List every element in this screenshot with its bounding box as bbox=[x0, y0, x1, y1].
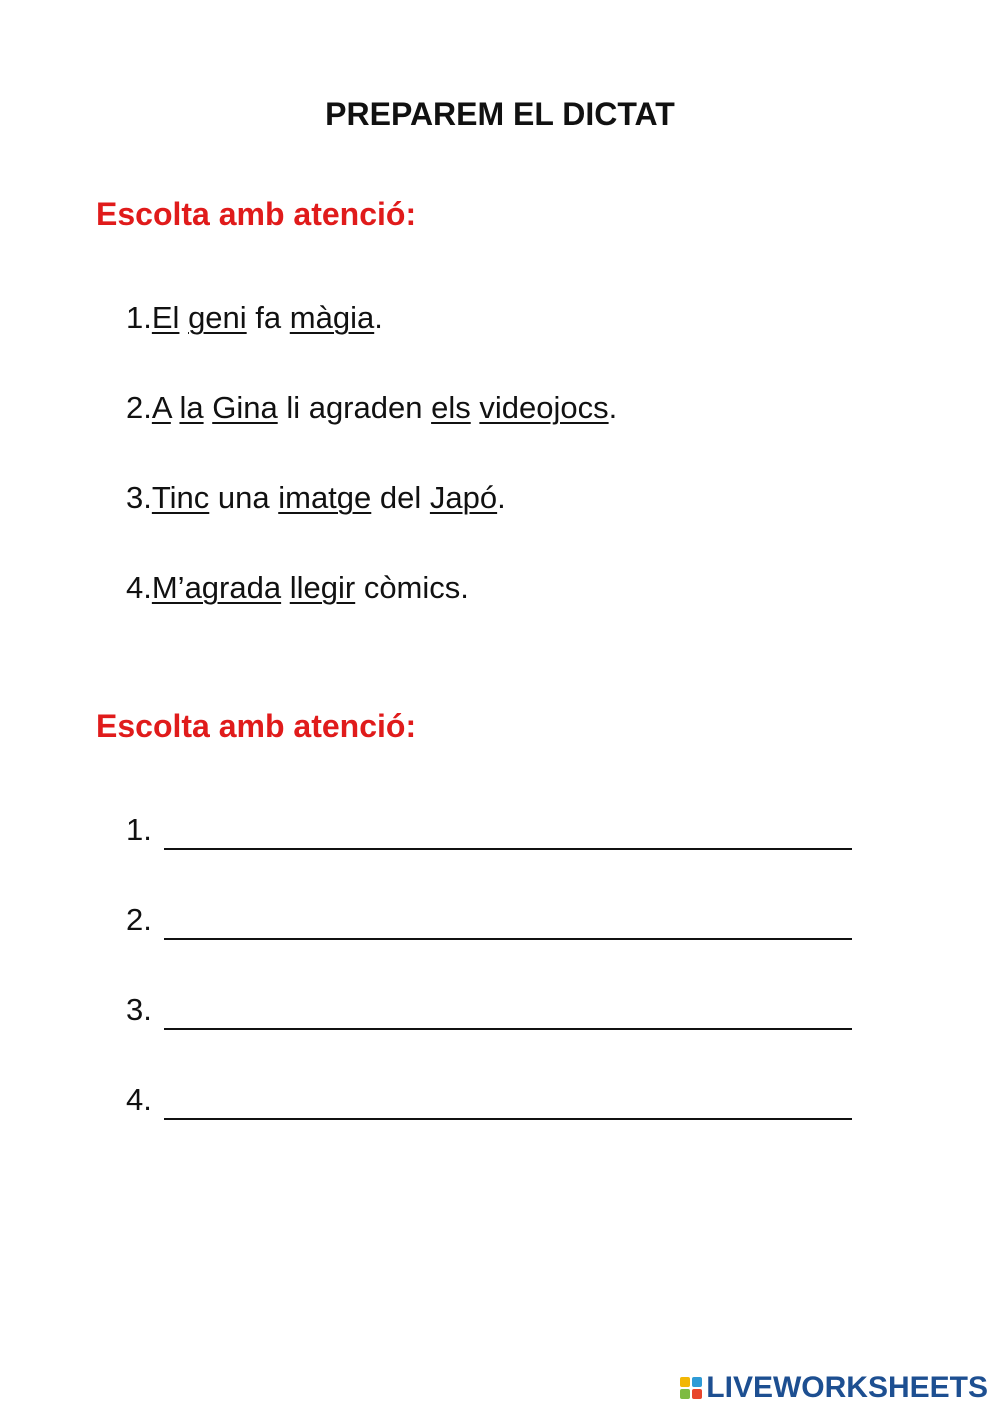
answer-line-number: 3. bbox=[126, 992, 152, 1027]
sentence-text: . bbox=[608, 390, 618, 425]
answer-line-item bbox=[126, 902, 152, 938]
underlined-word: M’agrada bbox=[151, 570, 282, 605]
sentence-text bbox=[204, 390, 213, 425]
underlined-word: videojocs bbox=[479, 390, 609, 425]
answer-blank-field[interactable] bbox=[164, 938, 852, 940]
sentence-item bbox=[126, 390, 617, 426]
page-title: PREPAREM EL DICTAT bbox=[325, 96, 675, 132]
sentence-number: 3. bbox=[126, 480, 152, 515]
sentence-item bbox=[126, 300, 383, 336]
sentence-text bbox=[179, 300, 188, 335]
underlined-word: Japó bbox=[429, 480, 498, 515]
section-heading-listen: Escolta amb atenció: bbox=[96, 196, 417, 232]
logo-grid-icon bbox=[680, 1377, 702, 1399]
sentence-number: 4. bbox=[126, 570, 152, 605]
brand-name: LIVEWORKSHEETS bbox=[706, 1371, 988, 1404]
sentence-text bbox=[281, 570, 290, 605]
sentence-text: . bbox=[497, 480, 506, 515]
section-heading-write: Escolta amb atenció: bbox=[96, 708, 417, 744]
sentence-number: 2. bbox=[126, 390, 152, 425]
answer-blank-field[interactable] bbox=[164, 848, 852, 850]
sentence-text: . bbox=[374, 300, 383, 335]
underlined-word: màgia bbox=[289, 300, 375, 335]
sentence-text: del bbox=[371, 480, 430, 515]
underlined-word: llegir bbox=[289, 570, 356, 605]
answer-line-item bbox=[126, 1082, 152, 1118]
liveworksheets-logo[interactable] bbox=[680, 1370, 988, 1406]
answer-line-number: 1. bbox=[126, 812, 152, 847]
underlined-word: imatge bbox=[278, 480, 372, 515]
underlined-word: A bbox=[151, 390, 171, 425]
sentence-text: li agraden bbox=[277, 390, 432, 425]
logo-square-3 bbox=[680, 1389, 690, 1399]
underlined-word: Gina bbox=[212, 390, 278, 425]
sentence-text: una bbox=[209, 480, 279, 515]
answer-line-number: 4. bbox=[126, 1082, 152, 1117]
sentence-text: fa bbox=[246, 300, 290, 335]
sentence-item bbox=[126, 480, 506, 516]
answer-line-number: 2. bbox=[126, 902, 152, 937]
logo-square-2 bbox=[692, 1377, 702, 1387]
answer-blank-field[interactable] bbox=[164, 1118, 852, 1120]
underlined-word: Tinc bbox=[151, 480, 210, 515]
sentence-text: còmics. bbox=[355, 570, 469, 605]
answer-blank-field[interactable] bbox=[164, 1028, 852, 1030]
logo-square-4 bbox=[692, 1389, 702, 1399]
underlined-word: la bbox=[179, 390, 204, 425]
answer-line-item bbox=[126, 812, 152, 848]
underlined-word: El bbox=[151, 300, 180, 335]
underlined-word: geni bbox=[188, 300, 247, 335]
sentence-number: 1. bbox=[126, 300, 152, 335]
answer-line-item bbox=[126, 992, 152, 1028]
logo-square-1 bbox=[680, 1377, 690, 1387]
underlined-word: els bbox=[431, 390, 471, 425]
sentence-item bbox=[126, 570, 469, 606]
